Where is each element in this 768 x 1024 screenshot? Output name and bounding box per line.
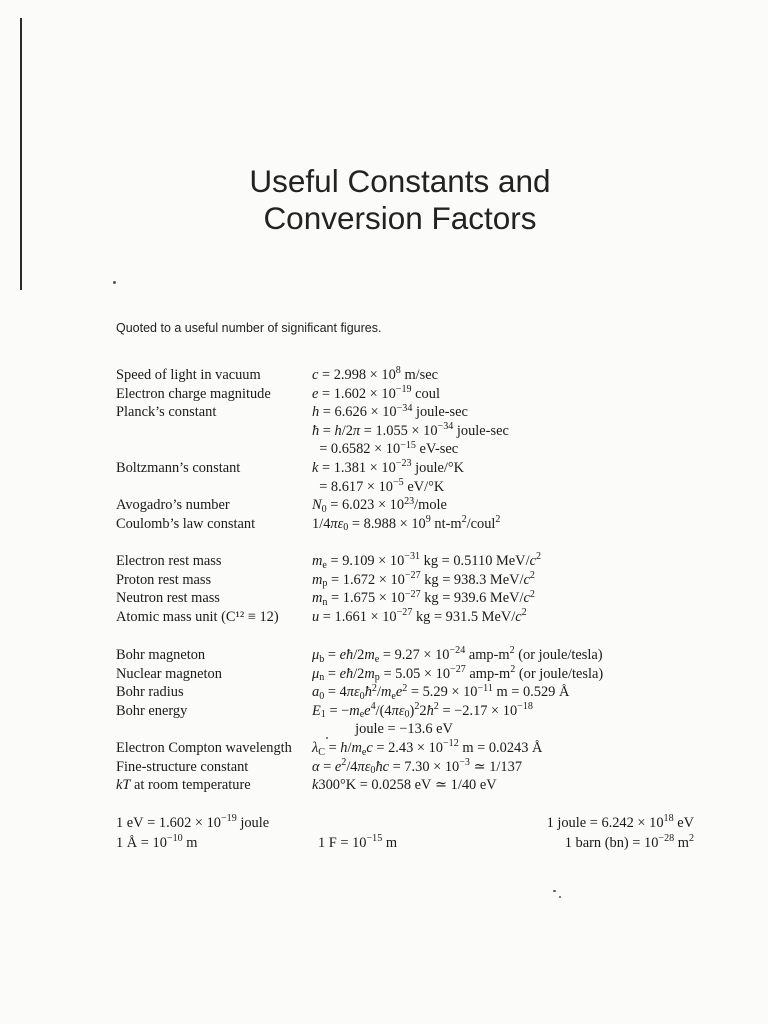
- conversion-barn: 1 barn $(bn) = 10^{-28}$ $m^2$: [564, 833, 694, 851]
- constant-row: [116, 385, 756, 404]
- constant-value: ħ = $h/2\pi = 1.055 \times 10^{-34}$ joule-sec: [312, 421, 509, 439]
- constant-label: Atomic mass unit (C¹² ≡ 12): [116, 608, 279, 625]
- constant-label: Coulomb’s law constant: [116, 515, 256, 532]
- constant-row: [116, 720, 756, 739]
- constant-row: [116, 683, 756, 702]
- constant-value: $\lambda_C = h/m_ec = 2.43 \times 10^{-12}$ m = 0.0243 Å: [312, 738, 543, 758]
- page-subtitle: Quoted to a useful number of significant figures.: [116, 321, 382, 335]
- constant-row: [116, 403, 756, 422]
- scan-speck: [553, 890, 556, 892]
- constant-row: [116, 459, 756, 478]
- constant-row: [116, 646, 756, 665]
- page-title-line: Conversion Factors: [263, 200, 537, 236]
- constant-value: $m_n = 1.675 \times 10^{-27}$ kg = 939.6 MeV/$c^2$: [312, 588, 535, 608]
- constant-value: $N_0 = 6.023$ × $10^{23}$/mole: [312, 495, 447, 515]
- scan-speck: [113, 281, 116, 284]
- constant-value: $c = 2.998 \times 10^8$ m/sec: [312, 365, 439, 383]
- constant-value: = $8.617 \times 10^{-5}$ eV/°K: [312, 477, 445, 495]
- constant-label: Speed of light in vacuum: [116, 367, 261, 383]
- constant-row: [116, 739, 756, 758]
- constant-label: Nuclear magneton: [116, 665, 222, 682]
- constant-value: $e = 1.602 \times 10^{-19}$ coul: [312, 384, 440, 402]
- conversion-joule: 1 joule = $6.242 \times 10^{18}$ eV: [546, 813, 694, 831]
- page-title-line: Useful Constants and: [249, 163, 551, 199]
- constant-row: [116, 571, 756, 590]
- constant-label: Electron Compton wavelength: [116, 740, 292, 756]
- constant-label: Bohr radius: [116, 684, 184, 701]
- constant-label: Planck’s constant: [116, 404, 217, 421]
- constant-label: Neutron rest mass: [116, 590, 220, 607]
- constant-row: [116, 589, 756, 608]
- conversion-fermi: 1 $F = 10^{-15}$ m: [318, 833, 398, 851]
- scan-margin-line: [20, 18, 22, 290]
- constant-row: [116, 608, 756, 627]
- constant-value: k300°K = 0.0258 eV ≃ 1/40 eV: [312, 777, 497, 794]
- constant-value: $h = 6.626 \times 10^{-34}$ joule-sec: [312, 402, 468, 421]
- constant-value: $k = 1.381 \times 10^{-23}$ joule/°K: [312, 458, 465, 476]
- constant-value: $1/4\pi\varepsilon_0 = 8.988 \times 10^9$ $nt-m^2/coul^2$: [312, 514, 501, 534]
- constant-label: Electron charge magnitude: [116, 385, 271, 402]
- constant-label: Electron rest mass: [116, 553, 222, 569]
- constant-label: Boltzmann’s constant: [116, 460, 241, 476]
- scan-speck: [559, 896, 561, 898]
- constant-row: [116, 702, 756, 721]
- conversion-angstrom: 1 Å = $10^{-10}$ m: [116, 833, 198, 851]
- page-title: [0, 163, 768, 237]
- constant-label: kT at room temperature: [116, 777, 251, 794]
- constant-value: joule = −13.6 eV: [312, 721, 453, 738]
- constant-row: [116, 758, 756, 777]
- constant-label: Avogadro’s number: [116, 497, 230, 514]
- constant-row: [116, 665, 756, 684]
- constant-value: $E_1$ = $-m_ee^4/(4\pi\varepsilon_0)^22ħ^2 = -2.17 \times 10^{-18}$: [312, 701, 533, 721]
- constant-row: [116, 478, 756, 497]
- constant-value: $\alpha = e^2/4\pi\varepsilon_0ħc = 7.30 \times 10^{-3}$ ≃ 1/137: [312, 757, 523, 777]
- constant-label: Bohr magneton: [116, 647, 206, 663]
- constant-label: Proton rest mass: [116, 571, 212, 588]
- constant-row: [116, 366, 756, 385]
- constant-row: [116, 515, 756, 534]
- conversion-ev: 1 eV = $1.602 \times 10^{-19}$ joule: [116, 813, 270, 831]
- constant-value: $a_0$ = $4\pi\varepsilon_0ħ^2/m_ee^2 = 5.29 \times 10^{-11}$ m = 0.529 Å: [312, 682, 570, 702]
- constant-label: Fine-structure constant: [116, 758, 249, 775]
- constant-value: $m_e = 9.109 \times 10^{-31}$ kg = 0.5110 MeV/$c^2$: [312, 551, 542, 571]
- constant-row: [116, 776, 756, 795]
- constant-value: $\mu_n$ = $eħ/2m_p = 5.05 \times 10^{-27}$ amp-$m^2$ (or joule/tesla): [312, 664, 604, 684]
- constant-value: = $0.6582 \times 10^{-15}$ eV-sec: [312, 439, 459, 458]
- constant-row: [116, 440, 756, 459]
- constant-label: Bohr energy: [116, 702, 188, 719]
- constant-row: [116, 422, 756, 441]
- constant-value: $u = 1.661 \times 10^{-27}$ kg = 931.5 MeV/$c^2$: [312, 607, 527, 625]
- constant-row: [116, 552, 756, 571]
- constant-row: [116, 496, 756, 515]
- constant-value: $\mu_b$ = $eħ/2m_e = 9.27 \times 10^{-24}$ amp-$m^2$ (or joule/tesla): [312, 645, 603, 665]
- constant-value: $m_p = 1.672 \times 10^{-27}$ kg = 938.3 MeV/$c^2$: [312, 570, 535, 590]
